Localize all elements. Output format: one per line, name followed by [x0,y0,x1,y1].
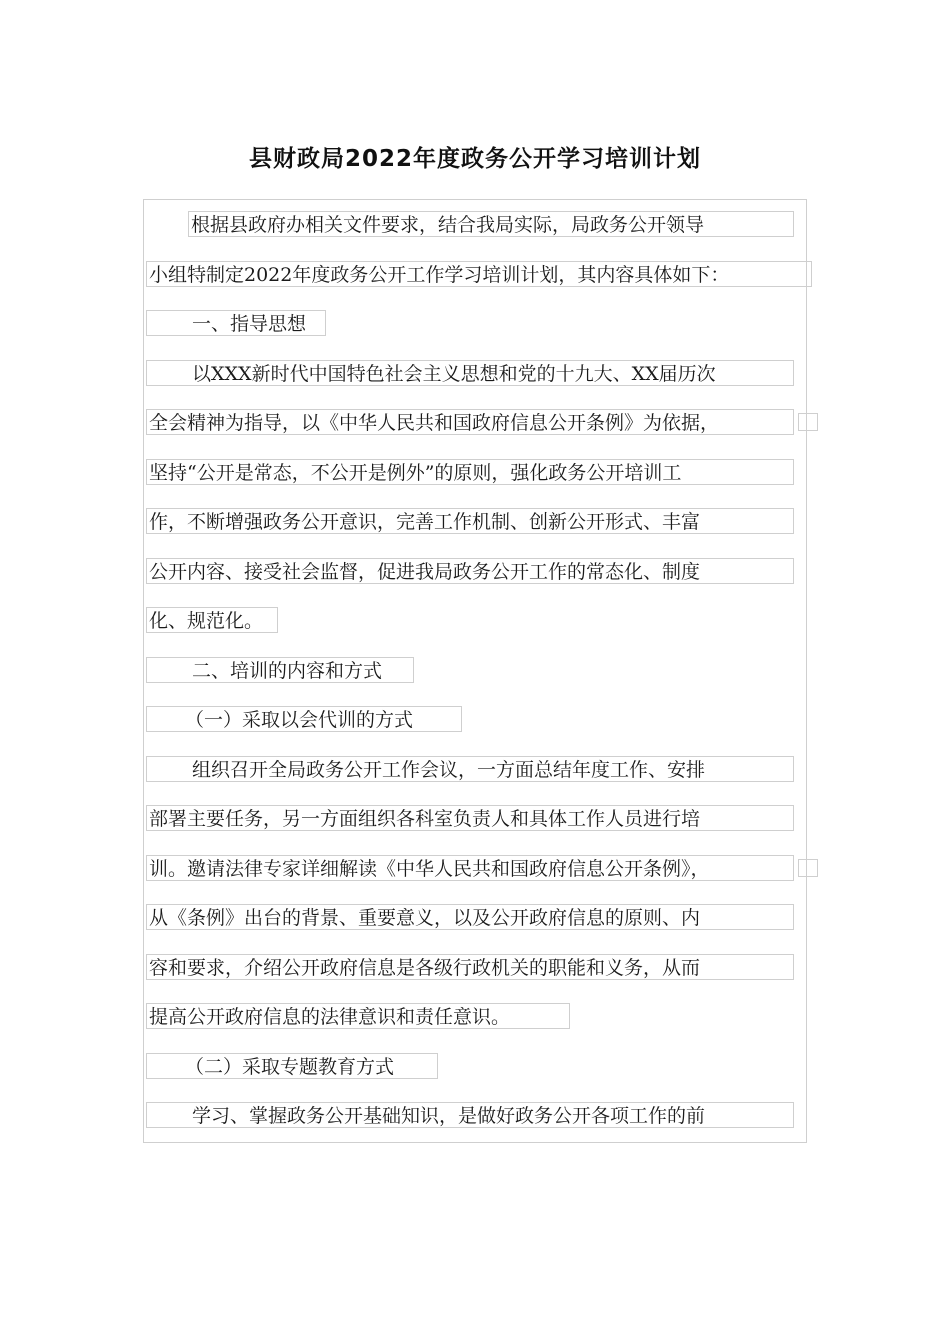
paragraph-line-13: 部署主要任务，另一方面组织各科室负责人和具体工作人员进行培 [146,805,794,831]
paragraph-line-6: 坚持“公开是常态，不公开是例外”的原则，强化政务公开培训工 [146,459,794,485]
section-heading-content-and-methods: 二、培训的内容和方式 [146,657,414,683]
paragraph-line-14: 训。邀请法律专家详细解读《中华人民共和国政府信息公开条例》， [146,855,794,881]
paragraph-line-9: 化、规范化。 [146,607,278,633]
section-heading-guiding-ideology: 一、指导思想 [146,310,326,336]
paragraph-line-19: 学习、掌握政务公开基础知识，是做好政务公开各项工作的前 [146,1102,794,1128]
subsection-heading-thematic-education: （二）采取专题教育方式 [146,1053,438,1079]
paragraph-line-8: 公开内容、接受社会监督，促进我局政务公开工作的常态化、制度 [146,558,794,584]
line-overflow-box [798,859,818,877]
document-title: 县财政局2022年度政务公开学习培训计划 [248,146,701,172]
paragraph-line-1: 根据县政府办相关文件要求，结合我局实际，局政务公开领导 [188,211,794,237]
paragraph-line-5: 全会精神为指导，以《中华人民共和国政府信息公开条例》为依据， [146,409,794,435]
subsection-heading-meeting-training: （一）采取以会代训的方式 [146,706,462,732]
paragraph-line-17: 提高公开政府信息的法律意识和责任意识。 [146,1003,570,1029]
paragraph-line-2: 小组特制定2022年度政务公开工作学习培训计划，其内容具体如下： [146,261,812,287]
line-overflow-box [798,413,818,431]
paragraph-line-4: 以XXX新时代中国特色社会主义思想和党的十九大、XX届历次 [146,360,794,386]
paragraph-line-12: 组织召开全局政务公开工作会议，一方面总结年度工作、安排 [146,756,794,782]
paragraph-line-16: 容和要求，介绍公开政府信息是各级行政机关的职能和义务，从而 [146,954,794,980]
paragraph-line-15: 从《条例》出台的背景、重要意义，以及公开政府信息的原则、内 [146,904,794,930]
paragraph-line-7: 作，不断增强政务公开意识，完善工作机制、创新公开形式、丰富 [146,508,794,534]
